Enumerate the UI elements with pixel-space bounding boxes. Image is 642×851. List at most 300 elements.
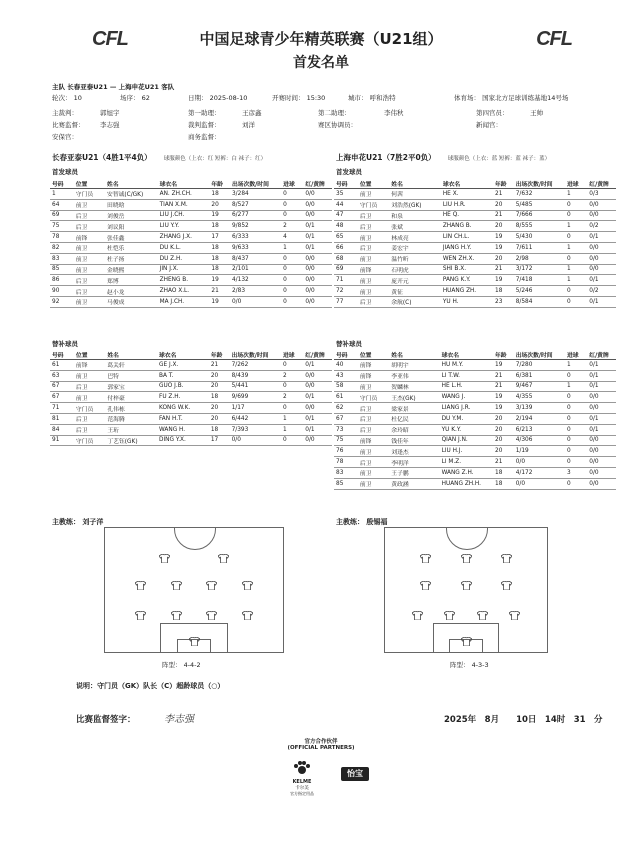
table-cell: 73 <box>334 424 358 435</box>
player-jersey-icon <box>420 548 431 557</box>
table-cell: 0/1 <box>587 424 616 435</box>
table-cell: 7/418 <box>514 275 565 286</box>
table-cell: 后卫 <box>74 275 105 286</box>
player-jersey-icon <box>501 575 512 584</box>
table-cell: 2/83 <box>230 286 281 297</box>
cestbon-logo: 怡宝 <box>341 767 369 781</box>
table-cell: HUANG ZH. <box>441 286 493 297</box>
table-cell: 前锋 <box>74 232 105 243</box>
table-cell: 0 <box>281 210 303 221</box>
column-header: 号码 <box>50 350 74 360</box>
home-starters-label: 首发球员 <box>52 168 78 176</box>
away-kit-note: 球服颜色（上衣：蓝 短裤：蓝 袜子：蓝） <box>447 156 551 162</box>
referee-label: 主裁判： <box>52 109 78 117</box>
table-cell: 1/17 <box>230 403 281 414</box>
table-row <box>334 189 616 200</box>
table-cell: 78 <box>334 457 358 468</box>
table-cell: 72 <box>334 286 358 297</box>
table-cell: 余玲昭 <box>389 424 439 435</box>
table-cell: 82 <box>50 242 74 253</box>
table-cell: LIU J.CH. <box>158 210 210 221</box>
table-cell: 18 <box>493 467 514 478</box>
city: 城市： 呼和浩特 <box>348 94 396 102</box>
table-cell: 18 <box>209 264 230 275</box>
table-cell: 85 <box>334 478 358 489</box>
home-subs-label: 替补球员 <box>52 340 78 348</box>
table-cell: 0 <box>565 478 587 489</box>
ar2-label: 第二助理： <box>318 109 351 117</box>
table-cell: 0/1 <box>303 424 332 435</box>
table-cell: 石明虎 <box>389 264 441 275</box>
table-cell: 86 <box>50 275 74 286</box>
table-cell: 18 <box>209 424 230 435</box>
player-jersey-icon <box>501 548 512 557</box>
column-header: 红/黄牌 <box>303 350 332 360</box>
table-cell: WANG J. <box>440 392 493 403</box>
table-cell: 1 <box>50 189 74 200</box>
table-cell: 20 <box>493 435 514 446</box>
table-cell: 杜恺乐 <box>105 242 158 253</box>
table-cell: ZHANG B. <box>441 221 493 232</box>
table-row <box>50 264 332 275</box>
signature-label: 比赛监督签字： <box>76 715 136 725</box>
table-cell: 8/527 <box>230 199 281 210</box>
table-cell: 后卫 <box>74 424 105 435</box>
table-cell: 温竹昕 <box>389 253 441 264</box>
table-cell: 0/0 <box>303 253 332 264</box>
page-title: 中国足球青少年精英联赛（U21组） <box>199 30 443 48</box>
table-cell: 后卫 <box>358 424 389 435</box>
table-cell: 葛关轩 <box>105 360 157 371</box>
table-cell: 1 <box>565 381 587 392</box>
player-jersey-icon <box>218 548 229 557</box>
table-row <box>334 275 616 286</box>
table-cell: 0 <box>565 253 587 264</box>
table-cell: HUANG ZH.H. <box>440 478 493 489</box>
table-cell: 0/0 <box>303 370 332 381</box>
column-header: 位置 <box>358 350 389 360</box>
table-cell: 7/280 <box>514 360 565 371</box>
table-cell: 0 <box>565 446 587 457</box>
table-cell: 17 <box>209 435 230 446</box>
column-header: 号码 <box>50 179 74 189</box>
table-cell: 20 <box>209 370 230 381</box>
table-cell: 0/0 <box>587 446 616 457</box>
table-cell: 76 <box>334 446 358 457</box>
partners-label <box>271 737 371 751</box>
table-cell: 3/284 <box>230 189 281 200</box>
column-header: 出场次数/时间 <box>230 179 281 189</box>
table-cell: 1 <box>281 413 303 424</box>
table-row <box>50 253 332 264</box>
table-cell: 前卫 <box>358 253 389 264</box>
column-header: 球衣名 <box>441 179 493 189</box>
table-cell: 1 <box>281 242 303 253</box>
player-jersey-icon <box>171 605 182 614</box>
table-cell: 81 <box>50 413 74 424</box>
away-team-name: 上海申花U21（7胜2平0负） <box>336 153 436 162</box>
table-cell: 后卫 <box>358 296 389 307</box>
cfl-logo-left: CFL <box>92 28 128 50</box>
table-cell: 20 <box>493 424 514 435</box>
goalkeeper-jersey-icon <box>461 631 472 640</box>
table-cell: 0/0 <box>303 403 332 414</box>
ar1-label: 第一助理： <box>188 109 221 117</box>
table-cell: 0/1 <box>587 370 616 381</box>
table-cell: 后卫 <box>358 457 389 468</box>
table-cell: 0 <box>565 199 587 210</box>
table-cell: 4/355 <box>514 392 565 403</box>
table-cell: 7/611 <box>514 242 565 253</box>
table-cell: 0/0 <box>587 403 616 414</box>
table-cell: 2 <box>281 370 303 381</box>
table-row <box>334 221 616 232</box>
table-cell: 4/172 <box>514 467 565 478</box>
table-cell: TIAN X.M. <box>158 199 210 210</box>
table-row <box>334 403 616 414</box>
column-header: 进球 <box>281 179 303 189</box>
teams-line: 主队 长春亚泰U21 — 上海申花U21 客队 <box>52 83 175 91</box>
kelme-paw-icon <box>293 761 311 775</box>
table-cell: 19 <box>493 232 514 243</box>
table-cell: 0/0 <box>303 286 332 297</box>
table-cell: 5/441 <box>230 381 281 392</box>
table-cell: 0/2 <box>587 221 616 232</box>
away-subs-table <box>334 350 616 490</box>
table-cell: 69 <box>50 210 74 221</box>
table-cell: 21 <box>209 286 230 297</box>
column-header: 姓名 <box>389 179 441 189</box>
table-cell: 20 <box>493 253 514 264</box>
table-cell: LI M.Z. <box>440 457 493 468</box>
table-cell: 前卫 <box>358 286 389 297</box>
table-cell: 3/139 <box>514 403 565 414</box>
table-cell: 3/172 <box>514 264 565 275</box>
column-header: 年龄 <box>493 179 514 189</box>
table-row <box>334 467 616 478</box>
table-cell: LIU H.J. <box>440 446 493 457</box>
table-cell: 前卫 <box>74 199 105 210</box>
table-cell: 9/699 <box>230 392 281 403</box>
player-jersey-icon <box>444 605 455 614</box>
table-cell: 0/1 <box>587 360 616 371</box>
column-header: 红/黄牌 <box>587 350 616 360</box>
away-formation-pitch <box>384 527 548 653</box>
table-row <box>50 296 332 307</box>
table-row <box>334 210 616 221</box>
column-header: 球衣名 <box>157 350 209 360</box>
table-header-row <box>50 179 332 189</box>
table-cell: 5/246 <box>514 286 565 297</box>
table-cell: 20 <box>209 199 230 210</box>
table-cell: ZHANG J.X. <box>158 232 210 243</box>
table-cell: 2 <box>281 392 303 403</box>
home-coach: 主教练： 刘子洋 <box>52 518 104 526</box>
table-cell: LI T.W. <box>440 370 493 381</box>
table-cell: 21 <box>493 189 514 200</box>
table-cell: 守门员 <box>74 189 105 200</box>
column-header: 球衣名 <box>158 179 210 189</box>
kelme-logo <box>286 760 318 797</box>
column-header: 号码 <box>334 179 358 189</box>
player-jersey-icon <box>135 575 146 584</box>
table-cell: 7/632 <box>514 189 565 200</box>
table-cell: JIN J.X. <box>158 264 210 275</box>
table-cell: 1 <box>565 221 587 232</box>
table-cell: YU H. <box>441 296 493 307</box>
table-row <box>50 381 332 392</box>
column-header: 年龄 <box>209 350 230 360</box>
table-cell: 0/0 <box>587 199 616 210</box>
table-cell: 20 <box>493 199 514 210</box>
table-cell: 0 <box>281 403 303 414</box>
fourth-official-label: 第四官员： <box>476 109 509 117</box>
table-cell: 9/467 <box>514 381 565 392</box>
table-row <box>50 370 332 381</box>
table-row <box>50 221 332 232</box>
table-cell: 0 <box>565 424 587 435</box>
table-cell: 69 <box>334 264 358 275</box>
column-header: 红/黄牌 <box>303 179 332 189</box>
match-supervisor-label: 比赛监督： <box>52 121 85 129</box>
table-cell: 0/0 <box>587 392 616 403</box>
table-cell: 刘浩然(GK) <box>389 199 441 210</box>
round: 轮次： 10 <box>52 94 82 102</box>
table-cell: 0/0 <box>514 478 565 489</box>
table-cell: BA T. <box>157 370 209 381</box>
column-header: 球衣名 <box>440 350 493 360</box>
table-cell: WEN ZH.X. <box>441 253 493 264</box>
table-cell: 19 <box>209 210 230 221</box>
table-cell: YU K.Y. <box>440 424 493 435</box>
table-cell: MA J.CH. <box>158 296 210 307</box>
table-cell: 19 <box>209 296 230 307</box>
table-cell: 0 <box>565 286 587 297</box>
table-cell: 67 <box>334 413 358 424</box>
column-header: 位置 <box>74 350 105 360</box>
table-cell: 前锋 <box>74 360 105 371</box>
table-cell: 21 <box>493 264 514 275</box>
table-cell: 0/1 <box>587 381 616 392</box>
table-cell: DU K.L. <box>158 242 210 253</box>
table-cell: 6/277 <box>230 210 281 221</box>
table-cell: 7/666 <box>514 210 565 221</box>
table-cell: 84 <box>50 424 74 435</box>
table-cell: 77 <box>334 296 358 307</box>
table-cell: AN. ZH.CH. <box>158 189 210 200</box>
column-header: 出场次数/时间 <box>230 350 281 360</box>
column-header: 年龄 <box>493 350 514 360</box>
table-cell: 9/633 <box>230 242 281 253</box>
table-row <box>334 446 616 457</box>
table-cell: 金晓熙 <box>105 264 158 275</box>
player-jersey-icon <box>461 575 472 584</box>
table-cell: 0 <box>281 199 303 210</box>
table-cell: 21 <box>493 381 514 392</box>
table-cell: 姜宏宇 <box>389 242 441 253</box>
table-cell: JIANG H.Y. <box>441 242 493 253</box>
table-cell: 20 <box>209 403 230 414</box>
table-cell: 王杰(GK) <box>389 392 439 403</box>
table-cell: 前卫 <box>358 478 389 489</box>
kelme-caption: 官方指定用品 <box>290 791 314 796</box>
home-formation: 阵型： 4-4-2 <box>162 661 201 669</box>
table-cell: 前卫 <box>358 189 389 200</box>
table-cell: 0 <box>281 286 303 297</box>
table-cell: 赵小龙 <box>105 286 158 297</box>
table-cell: 0 <box>281 275 303 286</box>
away-subs-label: 替补球员 <box>336 340 362 348</box>
table-cell: 后卫 <box>358 413 389 424</box>
table-cell: 8/555 <box>514 221 565 232</box>
player-jersey-icon <box>477 605 488 614</box>
table-cell: 梁家景 <box>389 403 439 414</box>
stadium: 体育场： 国家北方足球训练基地14号场 <box>454 94 569 102</box>
table-cell: 0 <box>565 435 587 446</box>
table-cell: 62 <box>334 403 358 414</box>
table-cell: 前卫 <box>358 381 389 392</box>
table-header-row <box>50 350 332 360</box>
table-cell: 61 <box>50 360 74 371</box>
table-cell: 后卫 <box>74 413 105 424</box>
away-formation: 阵型： 4-3-3 <box>450 661 489 669</box>
table-cell: DU Z.H. <box>158 253 210 264</box>
partners-title: 官方合作伙伴 <box>304 739 338 745</box>
player-jersey-icon <box>206 605 217 614</box>
table-cell: 65 <box>334 232 358 243</box>
table-cell: 1 <box>565 264 587 275</box>
table-cell: 0 <box>281 435 303 446</box>
table-cell: 67 <box>50 392 74 403</box>
table-cell: 前卫 <box>74 392 105 403</box>
table-cell: ZHENG B. <box>158 275 210 286</box>
player-jersey-icon <box>206 575 217 584</box>
table-row <box>334 435 616 446</box>
table-row <box>334 296 616 307</box>
table-cell: 19 <box>493 403 514 414</box>
table-cell: 18 <box>209 242 230 253</box>
table-cell: 19 <box>493 392 514 403</box>
table-cell: 3 <box>565 467 587 478</box>
table-cell: 守门员 <box>358 199 389 210</box>
table-cell: 21 <box>493 370 514 381</box>
table-row <box>334 478 616 489</box>
table-cell: 18 <box>493 286 514 297</box>
table-cell: 6/213 <box>514 424 565 435</box>
table-cell: 林成亮 <box>389 232 441 243</box>
partners-title-en: (OFFICIAL PARTNERS) <box>287 745 355 751</box>
table-row <box>334 232 616 243</box>
player-jersey-icon <box>509 605 520 614</box>
column-header: 姓名 <box>105 179 158 189</box>
table-cell: ZHAO X.L. <box>158 286 210 297</box>
table-row <box>334 381 616 392</box>
table-cell: 44 <box>334 199 358 210</box>
home-starters-table <box>50 179 332 308</box>
table-cell: 47 <box>334 210 358 221</box>
security-officer-label: 安保官： <box>52 133 78 141</box>
table-cell: HU M.Y. <box>440 360 493 371</box>
table-cell: SHI B.X. <box>441 264 493 275</box>
table-row <box>50 286 332 297</box>
table-cell: 4/306 <box>514 435 565 446</box>
table-row <box>334 286 616 297</box>
table-cell: 0 <box>281 296 303 307</box>
table-row <box>334 424 616 435</box>
center-circle <box>446 508 488 550</box>
column-header: 出场次数/时间 <box>514 350 565 360</box>
table-cell: 19 <box>209 275 230 286</box>
table-row <box>334 392 616 403</box>
table-cell: PANG K.Y. <box>441 275 493 286</box>
column-header: 进球 <box>281 350 303 360</box>
table-cell: 0/0 <box>587 435 616 446</box>
goalkeeper-jersey-icon <box>189 631 200 640</box>
table-cell: 1 <box>565 189 587 200</box>
table-cell: 前锋 <box>358 435 389 446</box>
player-jersey-icon <box>242 575 253 584</box>
column-header: 姓名 <box>105 350 157 360</box>
table-row <box>50 413 332 424</box>
table-cell: 18 <box>493 478 514 489</box>
table-cell: LIU Y.Y. <box>158 221 210 232</box>
table-cell: 0 <box>565 413 587 424</box>
column-header: 进球 <box>565 179 587 189</box>
table-cell: 李明洋 <box>389 457 439 468</box>
table-cell: 71 <box>334 275 358 286</box>
player-jersey-icon <box>159 548 170 557</box>
venue-coordinator-label: 赛区协调员： <box>318 121 357 129</box>
table-cell: 1 <box>565 275 587 286</box>
table-cell: 田晓晗 <box>105 199 158 210</box>
table-row <box>50 232 332 243</box>
table-cell: DING Y.X. <box>157 435 209 446</box>
referee-supervisor-label: 裁判监督： <box>188 121 221 129</box>
table-cell: 75 <box>334 435 358 446</box>
column-header: 进球 <box>565 350 587 360</box>
table-cell: 0/0 <box>303 435 332 446</box>
table-cell: 4 <box>281 232 303 243</box>
table-cell: 0/1 <box>587 275 616 286</box>
table-cell: 18 <box>209 392 230 403</box>
referee: 郭旭宇 <box>100 109 120 117</box>
table-cell: 0/1 <box>303 221 332 232</box>
table-cell: 58 <box>334 381 358 392</box>
column-header: 年龄 <box>209 179 230 189</box>
table-row <box>50 403 332 414</box>
table-cell: 0/0 <box>587 210 616 221</box>
table-cell: 0/0 <box>303 275 332 286</box>
table-cell: 黄政涵 <box>389 478 439 489</box>
table-cell: 21 <box>209 360 230 371</box>
table-cell: 0/0 <box>303 189 332 200</box>
table-cell: 19 <box>493 242 514 253</box>
table-cell: 0/1 <box>303 242 332 253</box>
table-cell: 0/0 <box>303 199 332 210</box>
table-cell: 0/0 <box>303 296 332 307</box>
table-cell: 范海腾 <box>105 413 157 424</box>
table-cell: 0/0 <box>303 381 332 392</box>
table-cell: 2/98 <box>514 253 565 264</box>
table-cell: 6/442 <box>230 413 281 424</box>
fourth-official: 王帅 <box>530 109 543 117</box>
table-cell: FAN H.T. <box>157 413 209 424</box>
ar2: 李伟秋 <box>384 109 404 117</box>
table-row <box>50 199 332 210</box>
table-cell: 19 <box>493 275 514 286</box>
home-kit-note: 球服颜色（上衣：红 短裤：白 袜子：红） <box>163 156 267 162</box>
table-cell: 21 <box>493 457 514 468</box>
